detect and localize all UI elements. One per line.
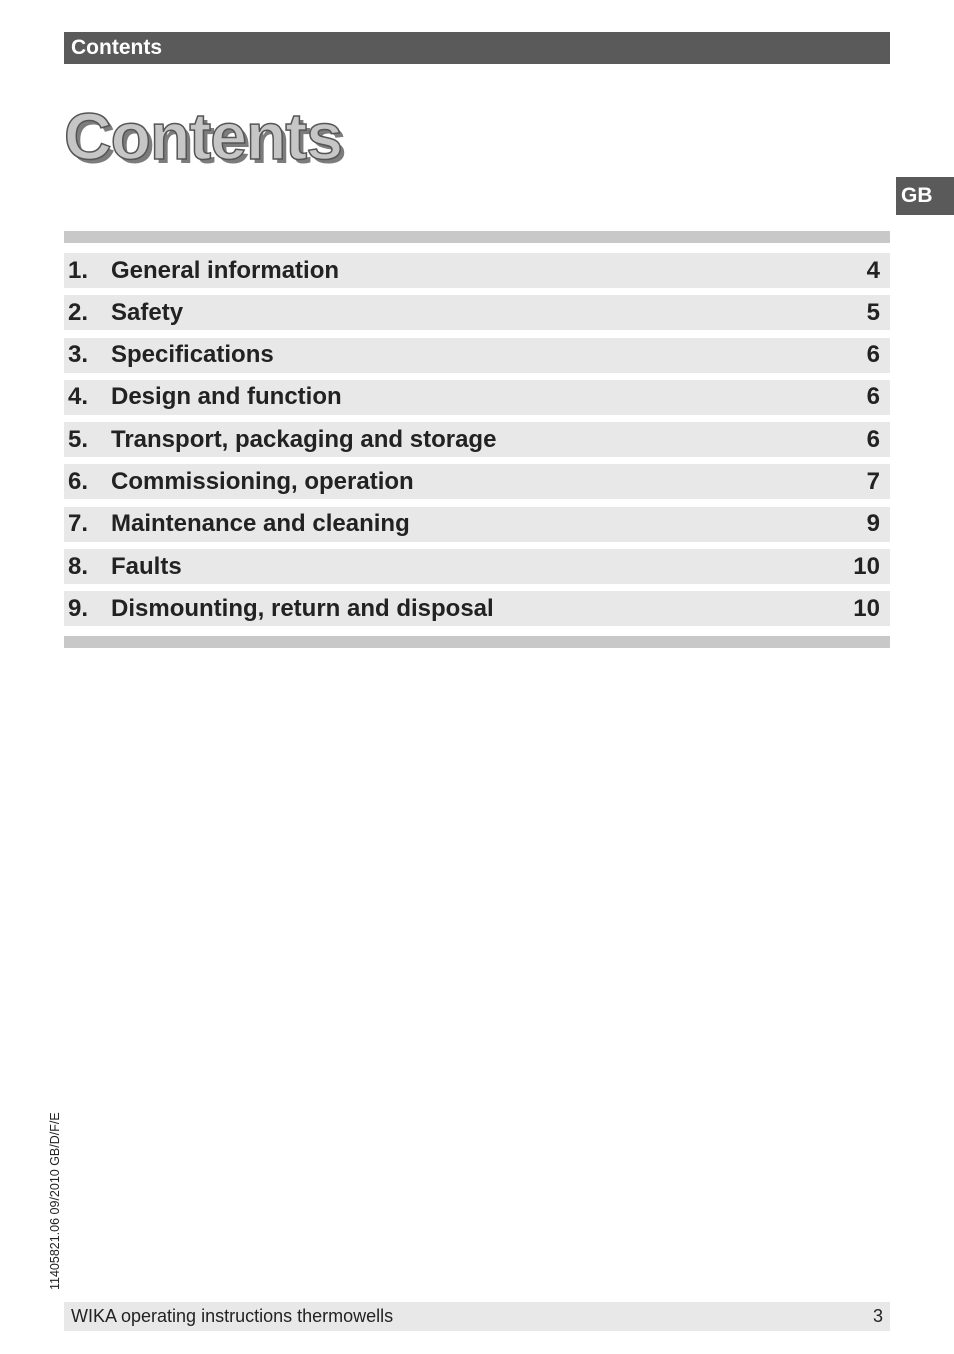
footer-bar — [64, 1302, 890, 1331]
toc-entry[interactable] — [64, 549, 890, 584]
toc-entry-title: Design and function — [111, 383, 342, 411]
toc-entry-page: 10 — [853, 552, 880, 580]
toc-entry-title: Commissioning, operation — [111, 467, 414, 495]
toc-entry-page: 6 — [866, 383, 880, 411]
page-title: Contents — [64, 99, 342, 173]
toc-entry-page: 5 — [866, 298, 880, 326]
toc-entry-title: Safety — [111, 298, 184, 326]
toc-entry-page: 10 — [853, 594, 880, 622]
toc-bottom-rule — [64, 636, 890, 648]
toc-entry-page: 6 — [866, 425, 880, 453]
table-of-contents — [64, 253, 890, 634]
toc-entry-page: 6 — [866, 341, 880, 369]
toc-entry-number: 8. — [68, 552, 89, 580]
toc-entry[interactable] — [64, 380, 890, 415]
language-tab — [896, 177, 954, 215]
header-label: Contents — [71, 36, 162, 59]
toc-entry-number: 3. — [68, 341, 89, 369]
toc-entry-title: General information — [111, 256, 340, 284]
document-code: 11405821.06 09/2010 GB/D/F/E — [48, 1112, 62, 1290]
page-number: 3 — [872, 1306, 883, 1326]
toc-top-rule — [64, 231, 890, 243]
toc-entry-number: 1. — [68, 256, 89, 284]
toc-entry-title: Maintenance and cleaning — [111, 510, 410, 538]
toc-entry-page: 7 — [866, 467, 880, 495]
header-bar — [64, 32, 890, 64]
toc-entry-title: Transport, packaging and storage — [111, 425, 497, 453]
toc-entry-number: 7. — [68, 510, 89, 538]
toc-entry-number: 9. — [68, 594, 89, 622]
toc-entry[interactable] — [64, 338, 890, 373]
toc-entry-title: Dismounting, return and disposal — [111, 594, 494, 622]
language-tab-label: GB — [901, 184, 933, 207]
toc-entry-title: Specifications — [111, 341, 274, 369]
toc-entry-number: 5. — [68, 425, 89, 453]
toc-entry[interactable] — [64, 253, 890, 288]
toc-entry-number: 6. — [68, 467, 89, 495]
toc-entry[interactable] — [64, 295, 890, 330]
toc-entry-page: 9 — [866, 510, 880, 538]
toc-entry[interactable] — [64, 422, 890, 457]
toc-entry[interactable] — [64, 591, 890, 626]
toc-entry-number: 4. — [68, 383, 89, 411]
toc-entry-page: 4 — [866, 256, 880, 284]
footer-text: WIKA operating instructions thermowells — [71, 1306, 394, 1326]
toc-entry[interactable] — [64, 464, 890, 499]
toc-entry[interactable] — [64, 507, 890, 542]
toc-entry-number: 2. — [68, 298, 89, 326]
toc-entry-title: Faults — [111, 552, 182, 580]
